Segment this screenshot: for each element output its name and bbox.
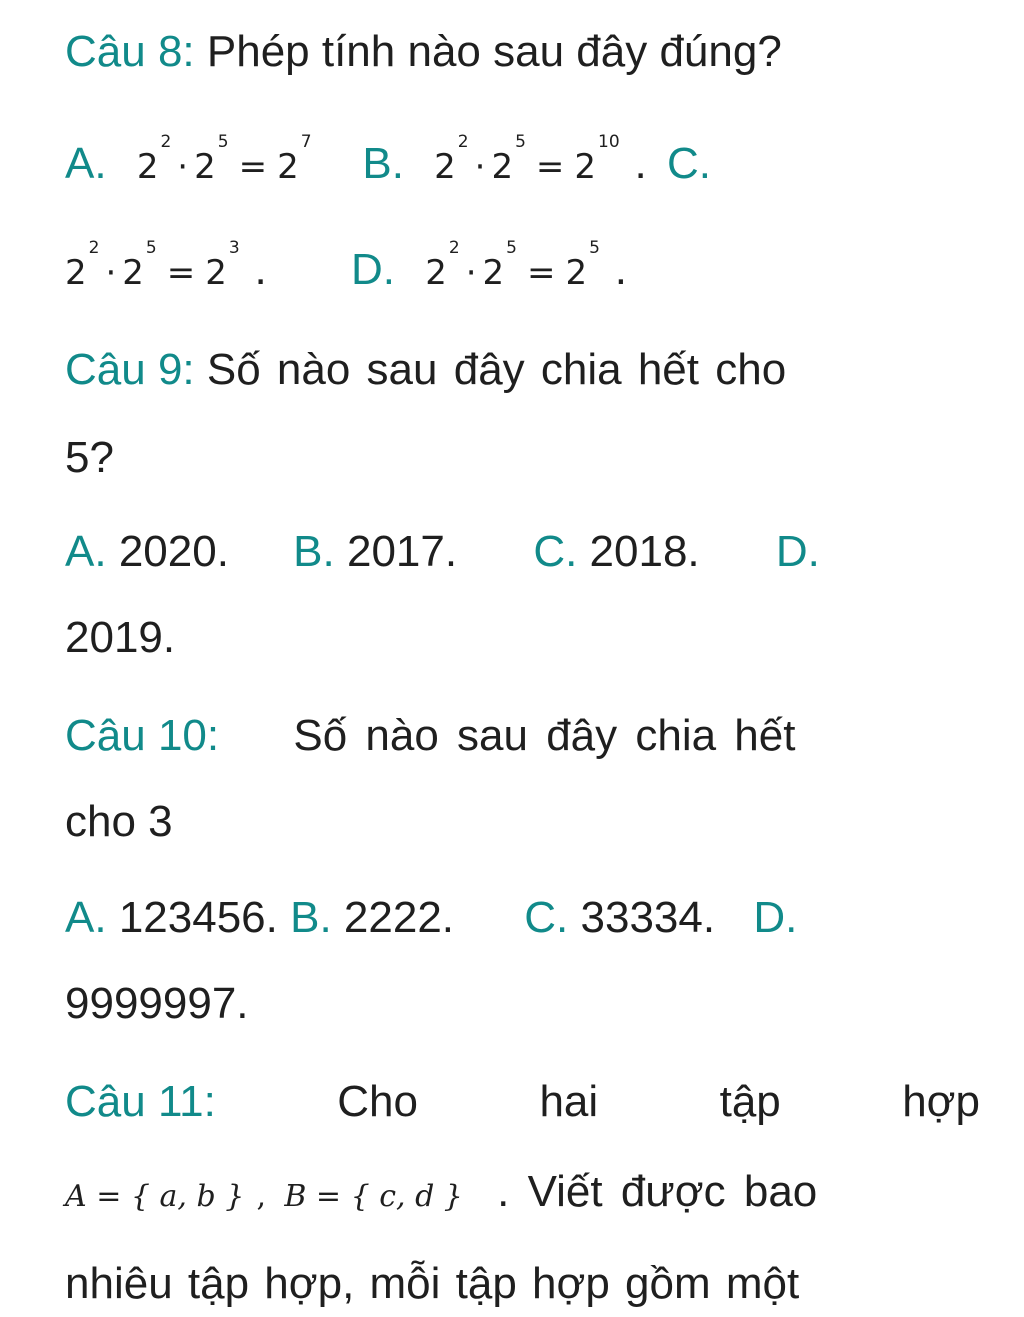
question-11-heading: [65, 1077, 980, 1126]
set-b-formula: B = { c, d }: [284, 1179, 463, 1214]
option-b-period: .: [634, 139, 647, 188]
question-label: Câu 9:: [65, 345, 195, 394]
word-2: hai: [539, 1077, 599, 1126]
word-3: tập: [719, 1077, 781, 1126]
option-c-period: .: [254, 245, 267, 294]
option-c-formula: $2^2\cdot 2^5= 2^3$: [65, 238, 240, 293]
option-a-letter: A.: [65, 139, 107, 188]
option-c-value: 2018.: [589, 527, 700, 576]
word-1: Cho: [337, 1077, 418, 1126]
option-d-period: .: [614, 245, 627, 294]
question-label: Câu 11:: [65, 1077, 216, 1126]
question-text: . Viết được bao: [497, 1167, 818, 1216]
question-11-text-cont: nhiêu tập hợp, mỗi tập hợp gồm một: [65, 1259, 800, 1308]
question-8-heading: [65, 27, 782, 76]
set-separator: ,: [256, 1179, 267, 1214]
question-11-sets: [65, 1167, 818, 1216]
option-b-letter: B.: [293, 527, 335, 576]
option-b-letter: B.: [362, 139, 404, 188]
word-4: hợp: [902, 1077, 980, 1126]
option-c-letter: C.: [524, 893, 569, 942]
question-9-heading: [65, 345, 787, 394]
option-a-formula: $2^2\cdot 2^5= 2^7$: [136, 132, 312, 187]
question-text: Phép tính nào sau đây đúng?: [206, 27, 782, 76]
option-c-value: 33334.: [580, 893, 716, 942]
question-label: Câu 8:: [65, 27, 195, 76]
question-text: Số nào sau đây chia hết cho: [206, 345, 787, 394]
question-label: Câu 10:: [65, 711, 220, 760]
question-8-options-row1: [65, 132, 711, 188]
option-c-letter: C.: [533, 527, 578, 576]
option-c-letter: C.: [666, 139, 711, 188]
option-d-letter: D.: [753, 893, 798, 942]
option-d-letter: D.: [351, 245, 395, 294]
option-a-letter: A.: [65, 527, 107, 576]
option-a-value: 123456.: [118, 893, 278, 942]
option-d-value: 2019.: [65, 613, 176, 662]
question-10-options: [65, 893, 798, 942]
set-a-formula: A = { a, b }: [65, 1179, 245, 1214]
question-9-option-d: [65, 613, 176, 662]
question-8-options-row2: [65, 238, 627, 294]
question-9-text-cont: 5?: [65, 433, 114, 482]
option-d-formula: $2^2\cdot 2^5= 2^5$: [425, 238, 600, 293]
question-9-options: [65, 527, 820, 576]
question-10-heading: [65, 711, 796, 760]
option-b-formula: $2^2\cdot 2^5= 2^{10}$: [434, 132, 620, 187]
option-d-value: 9999997.: [65, 979, 249, 1028]
option-b-letter: B.: [290, 893, 332, 942]
option-a-letter: A.: [65, 893, 107, 942]
option-b-value: 2017.: [346, 527, 458, 576]
question-text: Số nào sau đây chia hết: [293, 711, 796, 760]
option-b-value: 2222.: [343, 893, 455, 942]
option-d-letter: D.: [775, 527, 820, 576]
question-10-option-d: [65, 979, 249, 1028]
option-a-value: 2020.: [118, 527, 229, 576]
question-10-text-cont: cho 3: [65, 797, 173, 846]
